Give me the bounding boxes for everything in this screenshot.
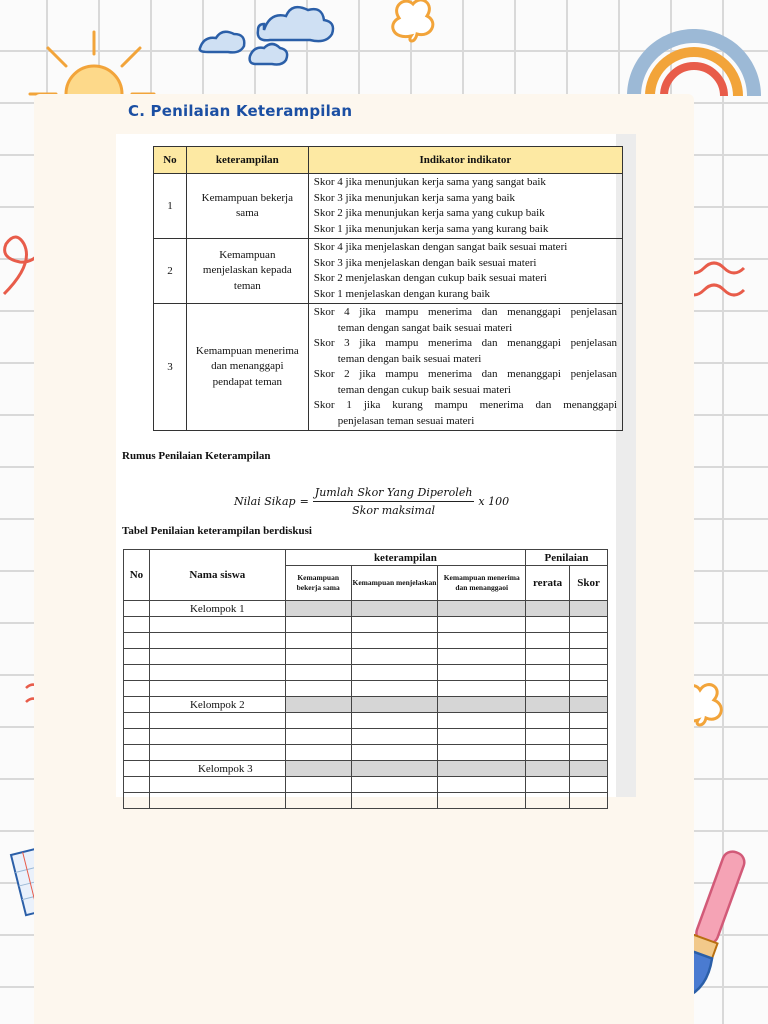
student-row bbox=[124, 633, 608, 649]
score-cell bbox=[285, 633, 351, 649]
score-cell bbox=[438, 665, 526, 681]
score-cell bbox=[124, 617, 150, 633]
group-row bbox=[124, 697, 608, 713]
indicator-line: Skor 2 jika mampu menerima dan menanggapi penjelasan bbox=[313, 368, 617, 380]
indicator-line: Skor 4 jika menjelaskan dengan sangat baik sesuai materi bbox=[313, 241, 568, 253]
indicator-line-continued: teman dengan sangat baik sesuai materi bbox=[337, 321, 513, 334]
score-header-name: Nama siswa bbox=[149, 550, 285, 601]
rubric-indicators bbox=[308, 239, 622, 304]
rubric-skill: Kemampuan menjelaskan kepada teman bbox=[186, 239, 308, 304]
score-cell bbox=[526, 761, 570, 777]
indicator-line: Skor 2 jika menunjukan kerja sama yang cukup baik bbox=[313, 207, 545, 219]
score-table bbox=[123, 549, 608, 809]
indicator-line: Skor 1 jika kurang mampu menerima dan menanggapi bbox=[313, 399, 617, 411]
score-cell bbox=[438, 745, 526, 761]
student-row bbox=[124, 649, 608, 665]
score-cell bbox=[438, 601, 526, 617]
student-row bbox=[124, 617, 608, 633]
score-cell bbox=[285, 665, 351, 681]
score-cell bbox=[438, 681, 526, 697]
score-table-heading: Tabel Penilaian keterampilan berdiskusi bbox=[122, 525, 312, 537]
score-cell bbox=[124, 665, 150, 681]
score-cell bbox=[351, 681, 438, 697]
group-row bbox=[124, 761, 608, 777]
score-cell bbox=[570, 617, 608, 633]
score-cell bbox=[570, 761, 608, 777]
score-cell bbox=[124, 777, 150, 793]
indicator-line: Skor 1 menjelaskan dengan kurang baik bbox=[313, 287, 491, 300]
flower-doodle bbox=[376, 0, 446, 50]
score-header-row bbox=[124, 550, 608, 566]
score-cell bbox=[351, 601, 438, 617]
student-row bbox=[124, 713, 608, 729]
score-cell bbox=[285, 713, 351, 729]
rubric-indicators bbox=[308, 304, 622, 431]
score-cell bbox=[351, 697, 438, 713]
formula-numerator: Jumlah Skor Yang Diperoleh bbox=[313, 486, 475, 502]
score-cell bbox=[526, 665, 570, 681]
score-cell bbox=[438, 777, 526, 793]
indicator-line: Skor 4 jika menunjukan kerja sama yang sangat baik bbox=[313, 176, 546, 188]
score-cell bbox=[285, 729, 351, 745]
formula-lhs: Nilai Sikap bbox=[234, 495, 296, 508]
group-name: Kelompok 1 bbox=[149, 601, 285, 617]
score-cell bbox=[124, 793, 150, 809]
cell-no bbox=[124, 601, 150, 617]
score-cell bbox=[124, 633, 150, 649]
student-row bbox=[124, 793, 608, 809]
group-row bbox=[124, 601, 608, 617]
score-cell bbox=[570, 793, 608, 809]
score-cell bbox=[526, 697, 570, 713]
indicator-line: Skor 3 jika menunjukan kerja sama yang baik bbox=[313, 191, 516, 204]
score-header-skill-group: keterampilan bbox=[285, 550, 525, 566]
score-cell bbox=[570, 745, 608, 761]
score-cell bbox=[351, 665, 438, 681]
score-cell bbox=[285, 649, 351, 665]
score-cell bbox=[351, 713, 438, 729]
indicator-line-continued: teman dengan baik sesuai materi bbox=[337, 352, 482, 365]
score-cell bbox=[351, 777, 438, 793]
score-cell bbox=[526, 745, 570, 761]
rubric-skill: Kemampuan bekerja sama bbox=[186, 174, 308, 239]
rubric-header-skill: keterampilan bbox=[186, 147, 308, 174]
score-cell bbox=[526, 601, 570, 617]
score-cell bbox=[149, 665, 285, 681]
group-name: Kelompok 2 bbox=[149, 697, 285, 713]
score-cell bbox=[438, 617, 526, 633]
group-name: Kelompok 3 bbox=[149, 761, 285, 777]
cell-no bbox=[124, 761, 150, 777]
formula-fraction bbox=[313, 486, 475, 517]
score-cell bbox=[570, 665, 608, 681]
score-cell bbox=[149, 745, 285, 761]
rubric-indicators bbox=[308, 174, 622, 239]
score-header-skill: Kemampuan menerima dan menanggaoi bbox=[438, 566, 526, 601]
rubric-row bbox=[154, 304, 623, 431]
formula-heading: Rumus Penilaian Keterampilan bbox=[122, 450, 271, 462]
rubric-row bbox=[154, 174, 623, 239]
score-cell bbox=[124, 745, 150, 761]
score-cell bbox=[526, 617, 570, 633]
score-cell bbox=[570, 633, 608, 649]
indicator-line: Skor 1 jika menunjukan kerja sama yang kurang baik bbox=[313, 222, 549, 235]
indicator-line: Skor 3 jika mampu menerima dan menanggapi penjelasan bbox=[313, 337, 617, 349]
indicator-line-continued: penjelasan teman sesuai materi bbox=[337, 414, 475, 427]
indicator-line: Skor 4 jika mampu menerima dan menanggapi penjelasan bbox=[313, 306, 617, 318]
score-cell bbox=[285, 777, 351, 793]
score-cell bbox=[124, 729, 150, 745]
score-cell bbox=[526, 649, 570, 665]
score-cell bbox=[570, 681, 608, 697]
rubric-skill: Kemampuan menerima dan menanggapi pendapat teman bbox=[186, 304, 308, 431]
formula-multiplier: x 100 bbox=[478, 495, 510, 508]
score-cell bbox=[351, 617, 438, 633]
score-cell bbox=[526, 729, 570, 745]
score-cell bbox=[285, 745, 351, 761]
rubric-no: 2 bbox=[154, 239, 187, 304]
student-row bbox=[124, 681, 608, 697]
score-cell bbox=[526, 713, 570, 729]
score-cell bbox=[285, 601, 351, 617]
score-header-skill: Kemampuan menjelaskan bbox=[351, 566, 438, 601]
score-table-body bbox=[124, 601, 608, 809]
rubric-header-row bbox=[154, 147, 623, 174]
score-cell bbox=[438, 633, 526, 649]
score-cell bbox=[438, 793, 526, 809]
score-cell bbox=[351, 745, 438, 761]
score-cell bbox=[570, 601, 608, 617]
rubric-table bbox=[153, 146, 623, 431]
section-title: C. Penilaian Keterampilan bbox=[128, 102, 353, 120]
score-header-penilaian-group: Penilaian bbox=[526, 550, 608, 566]
rubric-no: 1 bbox=[154, 174, 187, 239]
score-cell bbox=[124, 649, 150, 665]
student-row bbox=[124, 745, 608, 761]
score-cell bbox=[149, 617, 285, 633]
rubric-no: 3 bbox=[154, 304, 187, 431]
cloud-doodle bbox=[192, 0, 352, 80]
score-cell bbox=[351, 729, 438, 745]
score-cell bbox=[285, 761, 351, 777]
score-header-skill: Kemampuan bekerja sama bbox=[285, 566, 351, 601]
score-cell bbox=[285, 793, 351, 809]
score-cell bbox=[124, 713, 150, 729]
score-cell bbox=[351, 649, 438, 665]
indicator-line-continued: teman dengan cukup baik sesuai materi bbox=[337, 383, 511, 396]
score-cell bbox=[124, 681, 150, 697]
score-cell bbox=[526, 777, 570, 793]
student-row bbox=[124, 665, 608, 681]
score-cell bbox=[149, 681, 285, 697]
score-cell bbox=[285, 697, 351, 713]
rubric-header-indicators: Indikator indikator bbox=[308, 147, 622, 174]
score-cell bbox=[351, 793, 438, 809]
indicator-line: Skor 3 jika menjelaskan dengan baik sesuai materi bbox=[313, 256, 537, 269]
score-cell bbox=[149, 793, 285, 809]
student-row bbox=[124, 777, 608, 793]
score-header-no: No bbox=[124, 550, 150, 601]
score-cell bbox=[438, 713, 526, 729]
formula-equals: = bbox=[299, 495, 309, 508]
score-cell bbox=[149, 713, 285, 729]
score-cell bbox=[149, 777, 285, 793]
score-cell bbox=[570, 777, 608, 793]
score-cell bbox=[438, 729, 526, 745]
score-cell bbox=[570, 729, 608, 745]
cell-no bbox=[124, 697, 150, 713]
score-cell bbox=[526, 793, 570, 809]
score-cell bbox=[570, 649, 608, 665]
formula-denominator: Skor maksimal bbox=[352, 504, 436, 517]
student-row bbox=[124, 729, 608, 745]
score-cell bbox=[438, 761, 526, 777]
score-cell bbox=[351, 761, 438, 777]
score-cell bbox=[438, 697, 526, 713]
score-formula bbox=[234, 486, 509, 517]
rubric-header-no: No bbox=[154, 147, 187, 174]
score-cell bbox=[570, 713, 608, 729]
rubric-row bbox=[154, 239, 623, 304]
score-header-rerata: rerata bbox=[526, 566, 570, 601]
score-cell bbox=[526, 681, 570, 697]
score-cell bbox=[285, 617, 351, 633]
score-cell bbox=[149, 729, 285, 745]
score-cell bbox=[149, 649, 285, 665]
score-header-skor: Skor bbox=[570, 566, 608, 601]
score-cell bbox=[149, 633, 285, 649]
score-cell bbox=[351, 633, 438, 649]
score-cell bbox=[570, 697, 608, 713]
score-cell bbox=[526, 633, 570, 649]
score-cell bbox=[285, 681, 351, 697]
indicator-line: Skor 2 menjelaskan dengan cukup baik sesuai materi bbox=[313, 272, 547, 284]
score-cell bbox=[438, 649, 526, 665]
